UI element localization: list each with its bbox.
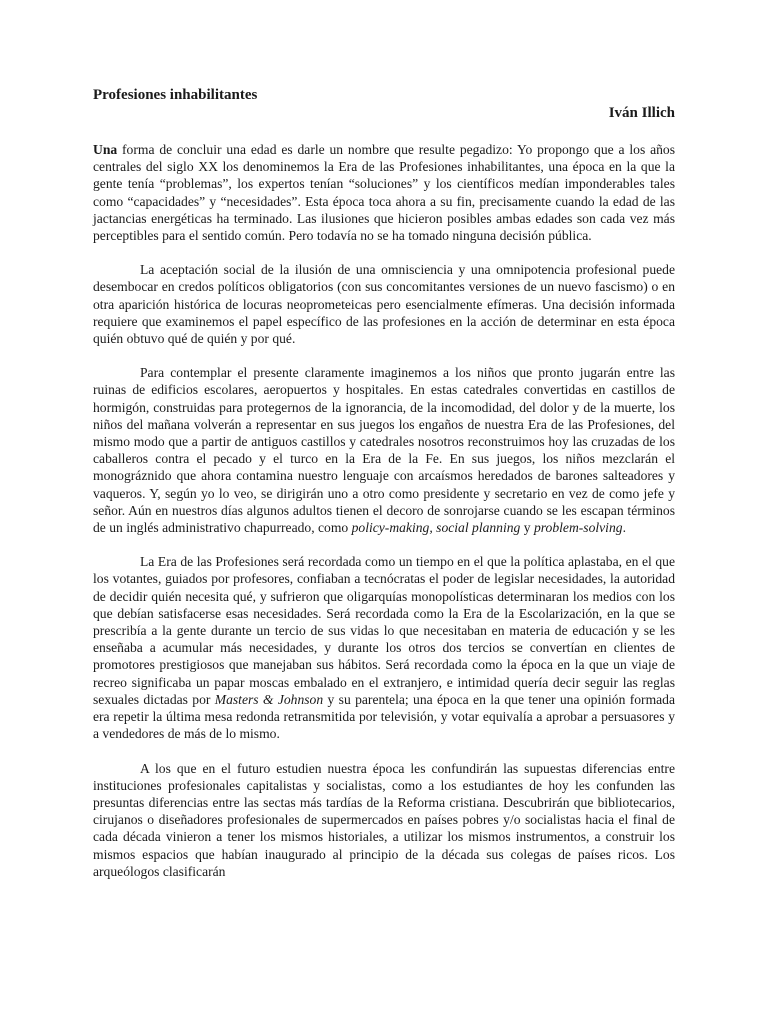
paragraph-3-end: . (622, 520, 626, 536)
document-title: Profesiones inhabilitantes (93, 87, 258, 103)
document-author: Iván Illich (608, 105, 675, 121)
paragraph-4 (93, 553, 675, 742)
italic-terms-1: policy-making, social planning (351, 520, 521, 536)
document-page (93, 86, 675, 897)
paragraph-2: La aceptación social de la ilusión de una omnisciencia y una omnipotencia profesional puede desembocar en credos políticos obligatorios (con sus concomitantes versiones de un nuevo fascismo) o en otra aparición histórica de locuras neoprometeicas pero esencialmente efímeras. Una decisión informada requiere que examinemos el papel específico de las profesiones en la acción de determinar en esta época quién obtuvo qué de quién y por qué. (93, 262, 675, 347)
paragraph-3 (93, 364, 675, 536)
paragraph-1-text: forma de concluir una edad es darle un nombre que resulte pegadizo: Yo propongo que a los años centrales del siglo XX los denominemos la Era de las Profesiones inhabilitantes, una época en la que la gente tenía “problemas”, los expertos tenían “soluciones” y los científicos medían imponderables tales como “capacidades” y “necesidades”. Esta época toca ahora a su fin, precisamente cuando la edad de las jactancias energéticas ha terminado. Las ilusiones que hicieron posibles ambas edades son cada vez más perceptibles para el sentido común. Pero todavía no se ha tomado ninguna decisión pública. (93, 142, 675, 244)
italic-name: Masters & Johnson (214, 691, 324, 707)
italic-terms-2: problem-solving (533, 520, 623, 536)
paragraph-3-mid: y (520, 520, 534, 536)
paragraph-1 (93, 141, 675, 244)
paragraph-5: A los que en el futuro estudien nuestra época les confundirán las supuestas diferencias entre instituciones profesionales capitalistas y socialistas, como a los estudiantes de hoy les confunden las presuntas diferencias entre las sectas más tardías de la Reforma cristiana. Descubrirán que bibliotecarios, cirujanos o diseñadores profesionales de supermercados en países pobres y/o socialistas hacia el final de cada década vinieron a tener los mismos historiales, a utilizar los mismos instrumentos, a construir los mismos espacios que habían inaugurado al principio de la década sus colegas de países ricos. Los arqueólogos clasificarán (93, 760, 675, 879)
lead-word: Una (93, 142, 118, 157)
paragraph-3-text: Para contemplar el presente claramente imaginemos a los niños que pronto jugarán entre las ruinas de edificios escolares, aeropuertos y hospitales. En estas catedrales convertidas en castillos de hormigón, construidas para protegernos de la ignorancia, de la incomodidad, del dolor y de la muerte, los niños del mañana volverán a representar en sus juegos los engaños de nuestra Era de las Profesiones, del mismo modo que a partir de antiguos castillos y catedrales nosotros reconstruimos hoy las cruzadas de los caballeros contra el pecado y el turco en la Era de la Fe. En sus juegos, los niños mezclarán el monográznido que ahora contamina nuestro lenguaje con arcaísmos heredados de barones salteadores y vaqueros. Y, según yo lo veo, se dirigirán uno a otro como presidente y secretario en vez de como jefe y señor. Aún en nuestros días algunos adultos tienen el decoro de sonrojarse cuando se les escapan términos de un inglés administrativo chapurreado, como (93, 365, 675, 536)
paragraph-4-text: La Era de las Profesiones será recordada como un tiempo en el que la política aplastaba, en el que los votantes, guiados por profesores, confiaban a tecnócratas el poder de legislar necesidades, la autoridad de decidir quién necesita qué, y sufrieron que oligarquías monopolísticas determinaran los medios con los que debían satisfacerse esas necesidades. Será recordada como la Era de la Escolarización, en la que se prescribía a la gente durante un tercio de sus vidas lo que necesitaban en materia de educación y se les enseñaba a acumular más necesidades, y durante los otros dos tercios se convertían en clientes de promotores prestigiosos que manejaban sus hábitos. Será recordada como la época en la que un viaje de recreo significaba un papar moscas embalado en el extranjero, e intimidad quería decir seguir las reglas sexuales dictadas por (93, 554, 675, 707)
paragraph-4-end: y su parentela; una época en la que tener una opinión formada era repetir la última mesa redonda retransmitida por televisión, y votar equivalía a aprobar a persuasores y a vendedores de más de lo mismo. (93, 691, 676, 742)
